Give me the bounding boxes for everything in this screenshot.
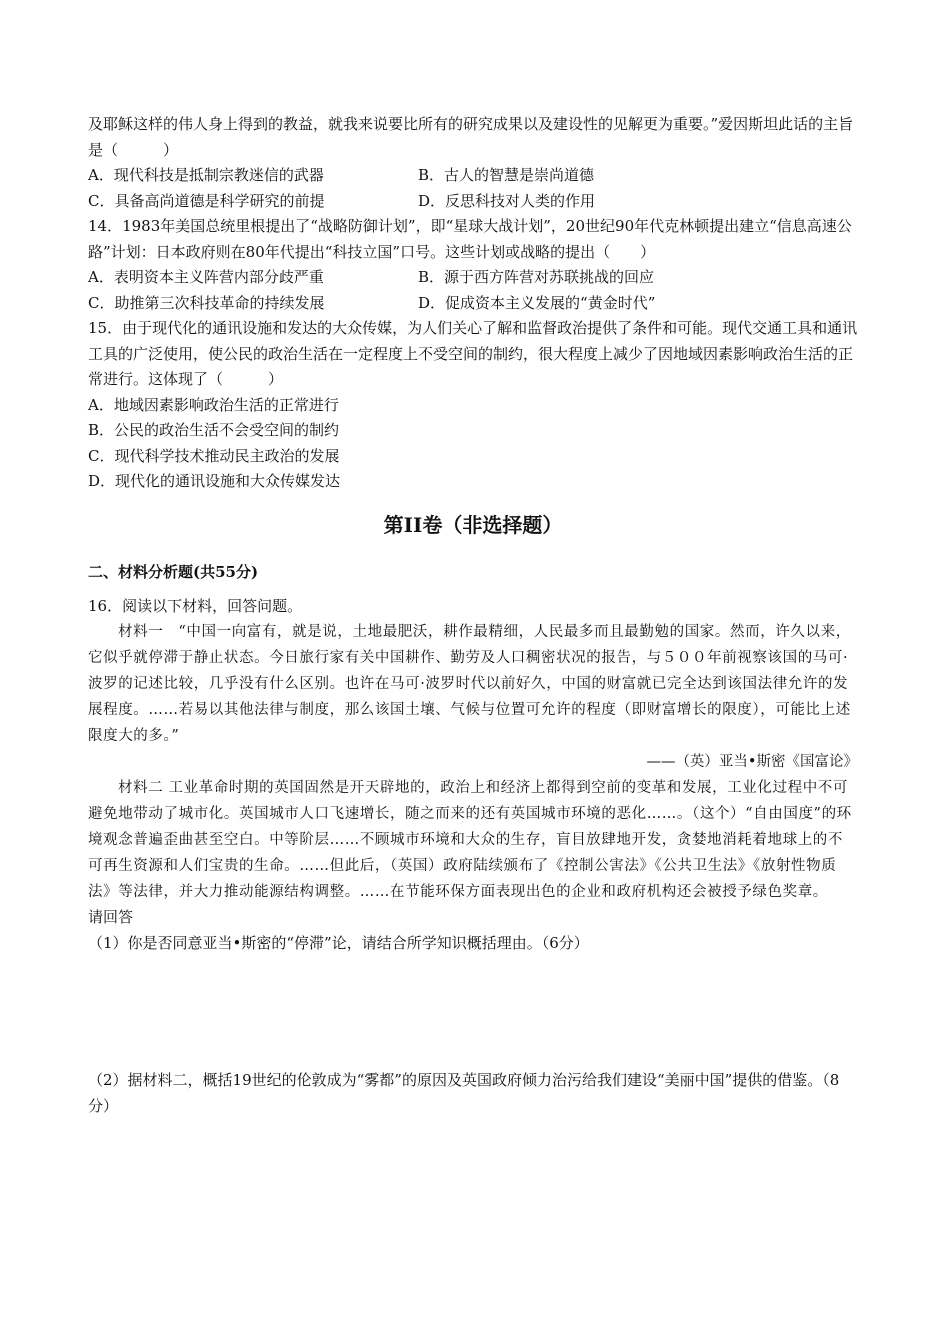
option-d: D．现代化的通讯设施和大众传媒发达 xyxy=(88,472,341,490)
exam-page xyxy=(88,112,858,1119)
question-14-options-row-2 xyxy=(88,291,858,317)
question-14 xyxy=(88,214,858,316)
answer-space-1 xyxy=(88,956,858,1068)
question-16-stem: 16．阅读以下材料，回答问题。 xyxy=(88,596,303,615)
option-c: C．现代科学技术推动民主政治的发展 xyxy=(88,446,340,465)
question-13-options-row-2 xyxy=(88,189,858,215)
sub-question-2: （2）据材料二，概括19世纪的伦敦成为“雾都”的原因及英国政府倾力治污给我们建设“美丽中国”提供的借鉴。（8分） xyxy=(88,1071,840,1115)
section-title: 第II卷（非选择题） xyxy=(383,512,563,537)
material-2: 材料二 工业革命时期的英国固然是开天辟地的，政治上和经济上都得到空前的变革和发展，工业化过程中不可避免地带动了城市化。英国城市人口飞速增长，随之而来的还有英国城市环境的恶化……。（这个）“自由国度”的环境观念普遍歪曲甚至空白。中等阶层……不顾城市环境和大众的生存，盲目放肆地开发，贪婪地消耗着地球上的不可再生资源和人们宝贵的生命。……但此后，（英国）政府陆续颁布了《控制公害法》《公共卫生法》《放射性物质法》等法律，并大力推动能源结构调整。……在节能环保方面表现出色的企业和政府机构还会被授予绿色奖章。 xyxy=(88,780,852,900)
sub-question-1: （1）你是否同意亚当•斯密的“停滞”论，请结合所学知识概括理由。（6分） xyxy=(88,933,589,952)
option-c: C．助推第三次科技革命的持续发展 xyxy=(88,293,325,312)
question-14-options-row-1 xyxy=(88,265,858,291)
question-14-stem: 14．1983年美国总统里根提出了“战略防御计划”，即“星球大战计划”，20世纪90年代克林顿提出建立“信息高速公路”计划：日本政府则在80年代提出“科技立国”口号。这些计划或战略的提出（ ） xyxy=(88,217,852,261)
material-1-source: ——（英）亚当•斯密《国富论》 xyxy=(646,754,858,770)
question-16 xyxy=(88,594,858,1120)
material-1: 材料一 “中国一向富有，就是说，土地最肥沃，耕作最精细，人民最多而且最勤勉的国家。然而，许久以来，它似乎就停滞于静止状态。今日旅行家有关中国耕作、勤劳及人口稠密状况的报告，与５００年前视察该国的马可·波罗的记述比较，几乎没有什么区别。也许在马可·波罗时代以前好久，中国的财富就已完全达到该国法律允许的发展程度。……若易以其他法律与制度，那么该国土壤、气候与位置可允许的程度（即财富增长的限度），可能比上述限度大的多。” xyxy=(88,624,851,744)
option-b: B．公民的政治生活不会受空间的制约 xyxy=(88,421,340,439)
question-13 xyxy=(88,112,858,214)
part-heading: 二、材料分析题(共55分) xyxy=(88,562,259,581)
option-a: A．地域因素影响政治生活的正常进行 xyxy=(88,395,339,414)
question-13-stem: 及耶稣这样的伟人身上得到的教益，就我来说要比所有的研究成果以及建设性的见解更为重要。”爱因斯坦此话的主旨是（ ） xyxy=(88,115,854,159)
option-d: D．促成资本主义发展的“黄金时代” xyxy=(418,293,656,312)
option-d: D．反思科技对人类的作用 xyxy=(418,191,596,210)
question-13-options-row-1 xyxy=(88,163,858,189)
option-b: B．古人的智慧是崇尚道德 xyxy=(418,166,595,184)
option-c: C．具备高尚道德是科学研究的前提 xyxy=(88,191,325,210)
option-a: A．表明资本主义阵营内部分歧严重 xyxy=(88,268,324,286)
question-15 xyxy=(88,316,858,495)
option-b: B．源于西方阵营对苏联挑战的回应 xyxy=(418,268,655,286)
question-15-stem: 15．由于现代化的通讯设施和发达的大众传媒，为人们关心了解和监督政治提供了条件和可能。现代交通工具和通讯工具的广泛使用，使公民的政治生活在一定程度上不受空间的制约，很大程度上减少了因地域因素影响政治生活的正常进行。这体现了（ ） xyxy=(88,319,858,388)
option-a: A．现代科技是抵制宗教迷信的武器 xyxy=(88,166,324,184)
answer-prompt: 请回答 xyxy=(88,908,134,926)
